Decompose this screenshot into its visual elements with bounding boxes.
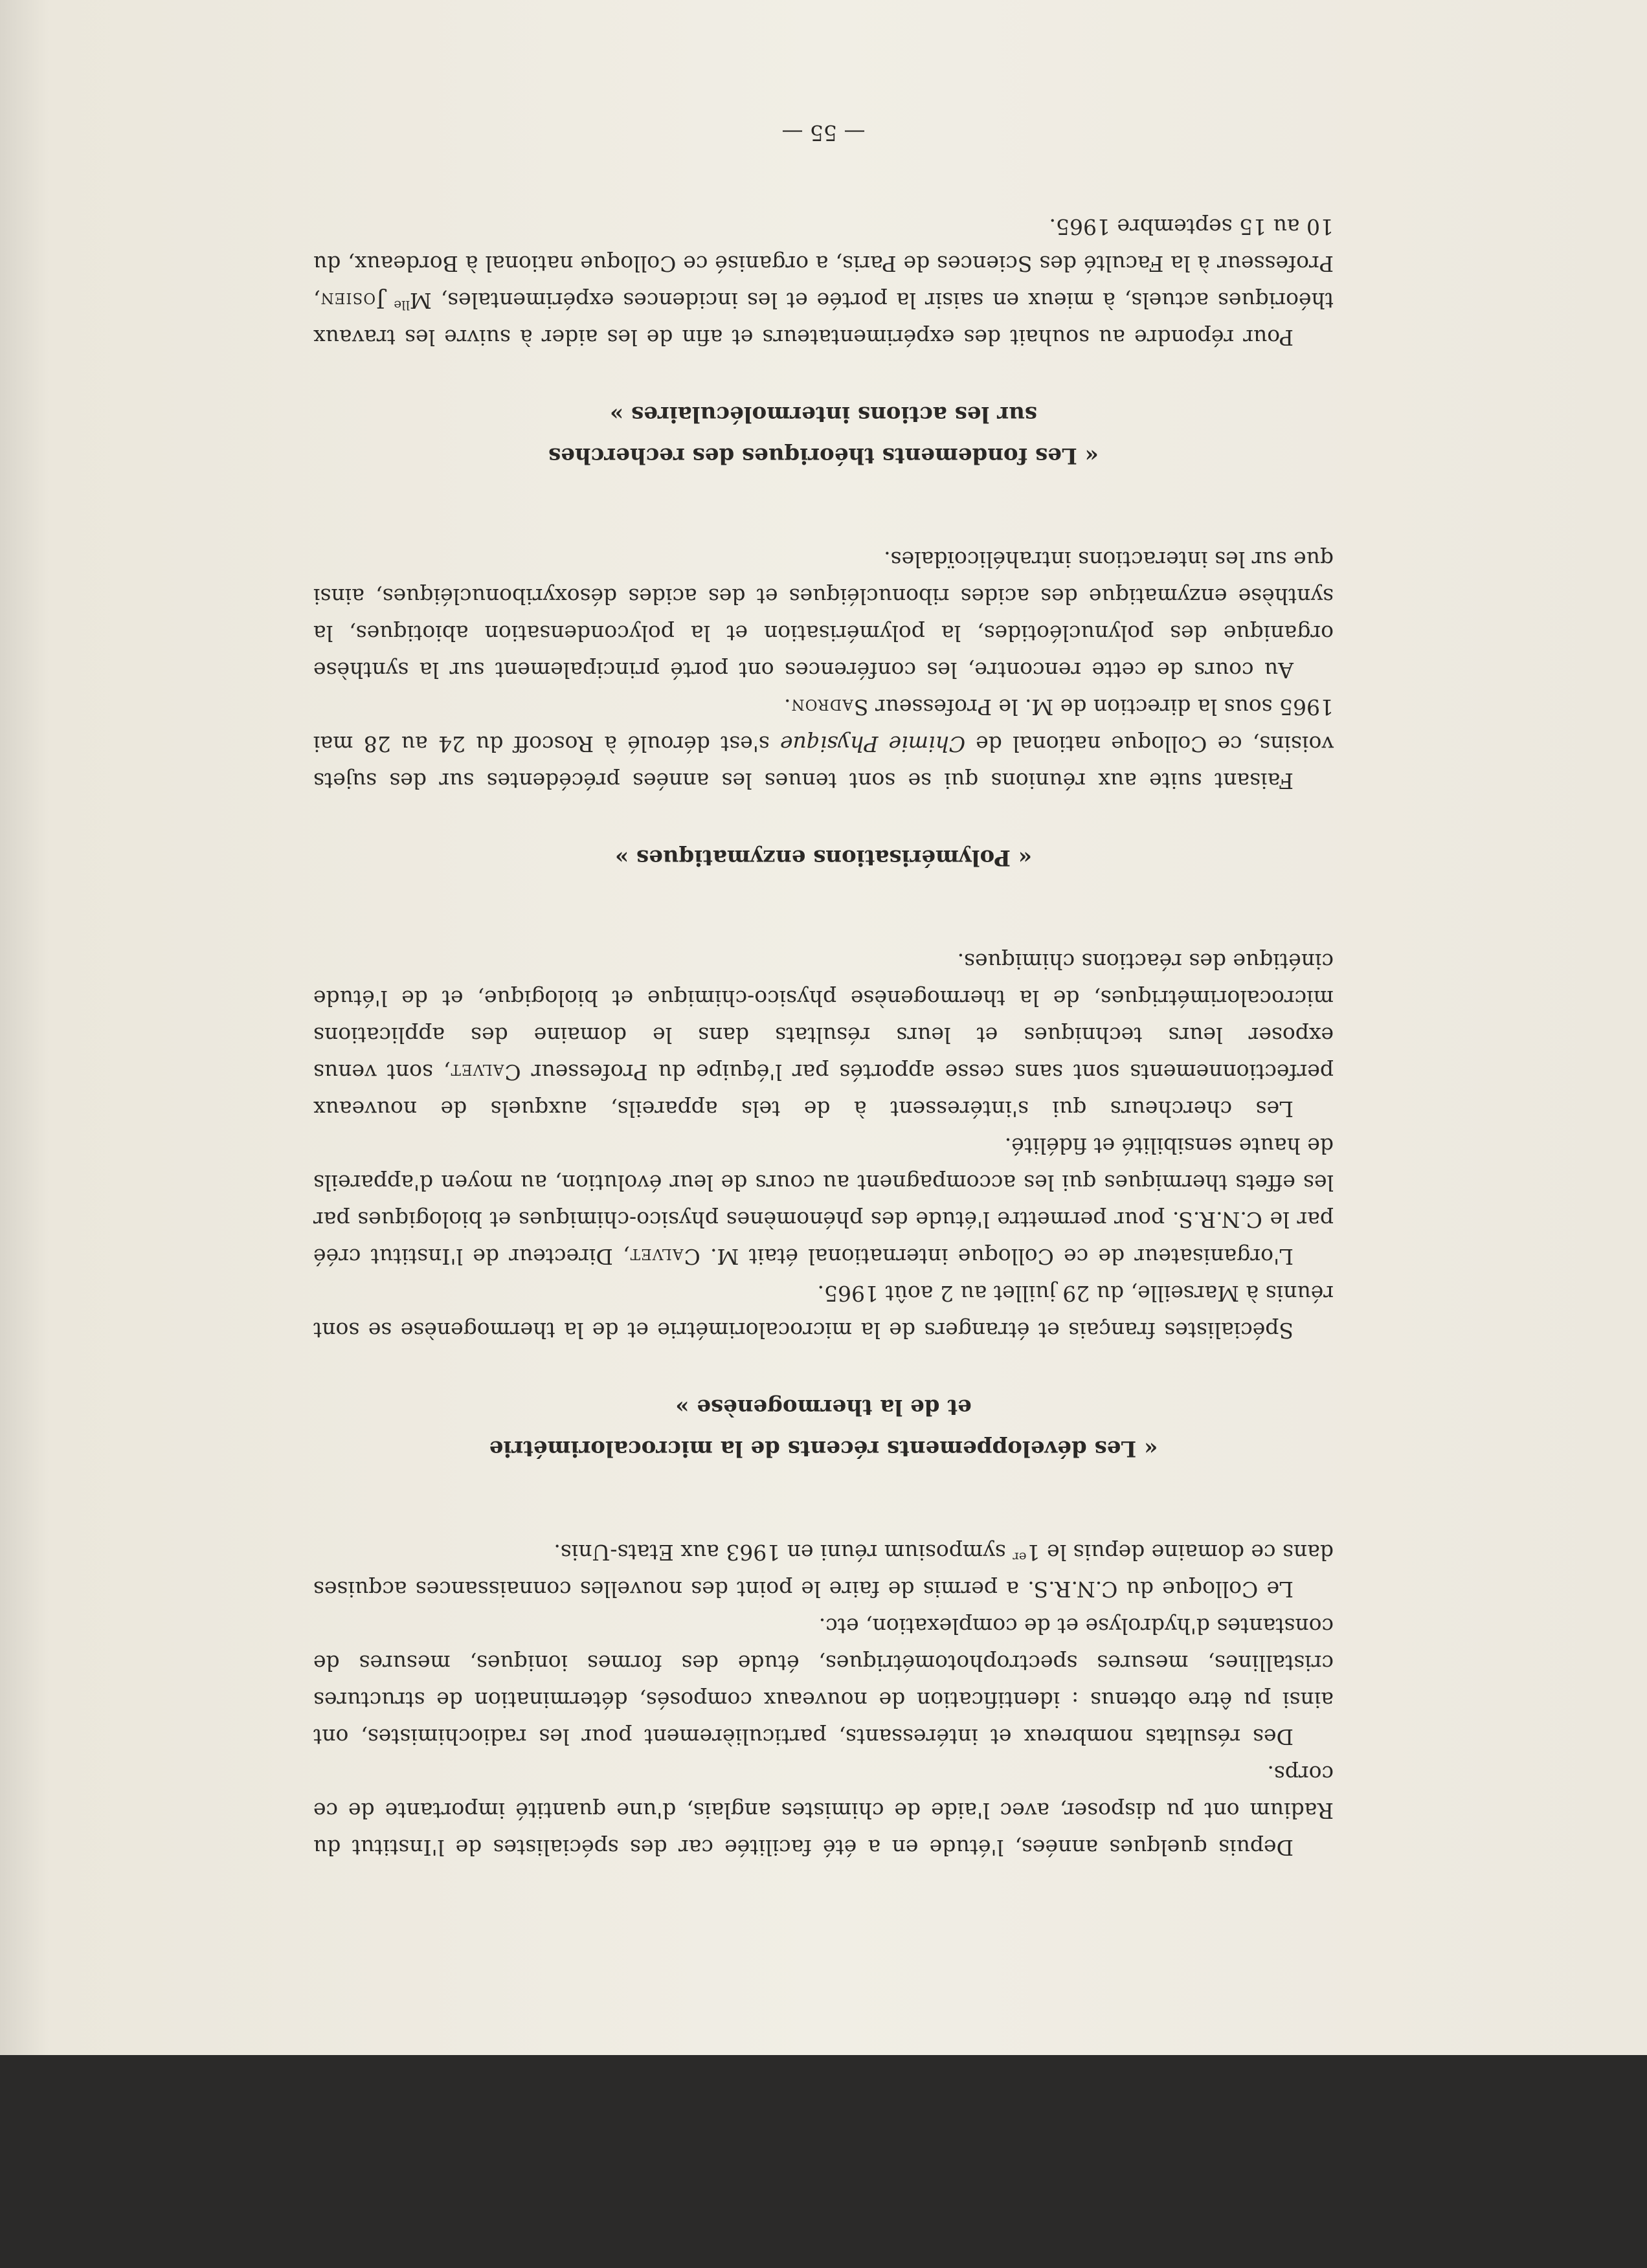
text: Faisant suite aux réunions qui se sont tenues les années précédentes sur des sujets voisins, ce Colloque national de — [313, 731, 1334, 794]
paragraph: Depuis quelques années, l'étude en a été facilitée car des spécialistes de l'Institut du Radium ont pu disposer, avec l'aide de chimistes anglais, d'une quantité importante de ce corps. — [313, 1761, 1334, 1860]
section-heading-fondements — [313, 394, 1334, 476]
text: . — [783, 695, 791, 720]
person-name: Calvet — [450, 1060, 521, 1085]
section-heading-microcalorimetrie — [313, 1386, 1334, 1469]
heading-line: « Les développements récents de la microcalorimétrie — [489, 1436, 1158, 1462]
page-number: — 55 — — [781, 120, 866, 146]
heading-line: sur les actions intermoléculaires » — [610, 401, 1038, 427]
paragraph: Des résultats nombreux et intéressants, particulièrement pour les radiochimistes, ont ainsi pu être obtenus : identification de nouveaux composés, détermination de structures cristallines, mesures spectrophotométriques, étude des formes ioniques, mesures de constantes d'hydrolyse et de complexation, etc. — [313, 1614, 1334, 1750]
superscript: lle — [394, 298, 410, 313]
text: , Professeur à la Faculté des Sciences de Paris, a organisé ce Colloque national à Bordeaux, du 10 au 15 septembre 1965. — [313, 214, 1334, 313]
page-text — [313, 115, 1334, 1866]
paragraph: Au cours de cette rencontre, les conférences ont porté principalement sur la synthèse organique des polynucléotides, la polymérisation et la polycondensation abiotiques, la synthèse enzymatique des acides ribonucléiques et des acides désoxyribonucléiques, ainsi que sur les interactions intrahélicoïdales. — [313, 547, 1334, 683]
heading-line: « Polymérisations enzymatiques » — [614, 845, 1033, 871]
text: Pour répondre au souhait des expérimentateurs et afin de les aider à suivre les travaux théoriques actuels, à mieux en saisir la portée et les incidences expérimentales, M — [313, 288, 1334, 350]
heading-line: et de la thermogenèse » — [675, 1394, 972, 1420]
heading-line: « Les fondements théoriques des recherches — [548, 443, 1099, 469]
text: , Directeur de l'Institut créé par le C.N.R.S. pour permettre l'étude des phénomènes physico-chimiques et biologiques par les effets thermiques qui les accompagnent au cours de leur évolution, au moyen d'appareils de haute sensibilité et fidélité. — [313, 1133, 1334, 1269]
person-name: Calvet — [629, 1244, 700, 1269]
paragraph — [313, 208, 1334, 356]
paragraph — [313, 943, 1334, 1128]
text: L'organisateur de ce Colloque international était M. — [700, 1244, 1294, 1269]
person-name: Josien — [320, 288, 385, 313]
text: Les chercheurs qui s'intéressent à de tels appareils, auxquels de nouveaux perfectionnements sont sans cesse apportés par l'équipe du Professeur — [313, 1060, 1334, 1122]
paragraph — [313, 689, 1334, 799]
person-name: Sadron — [790, 695, 869, 720]
superscript: er — [1013, 1550, 1027, 1565]
text: s'est déroulé à Roscoff du 24 au 28 mai 1965 sous la direction de M. le Professeur — [313, 695, 1334, 757]
italic-text: Chimie Physique — [779, 731, 966, 757]
section-heading-polymerisations — [313, 837, 1334, 878]
paragraph: Spécialistes français et étrangers de la microcalorimétrie et de la thermogenèse se sont réunis à Marseille, du 29 juillet au 2 août 1965. — [313, 1281, 1334, 1343]
text: symposium réuni en 1963 aux Etats-Unis. — [554, 1540, 1013, 1565]
text — [385, 288, 394, 313]
text: , sont venus exposer leurs techniques et leurs résultats dans le domaine des applications microcalorimétriques, de la thermogenèse physico-chimique et biologique, et de l'étude cinétique des réactions chimiques. — [313, 949, 1334, 1085]
paragraph — [313, 1128, 1334, 1275]
text: Le Colloque du C.N.R.S. a permis de faire le point des nouvelles connaissances acquises dans ce domaine depuis le 1 — [313, 1540, 1334, 1602]
paragraph — [313, 1534, 1334, 1608]
